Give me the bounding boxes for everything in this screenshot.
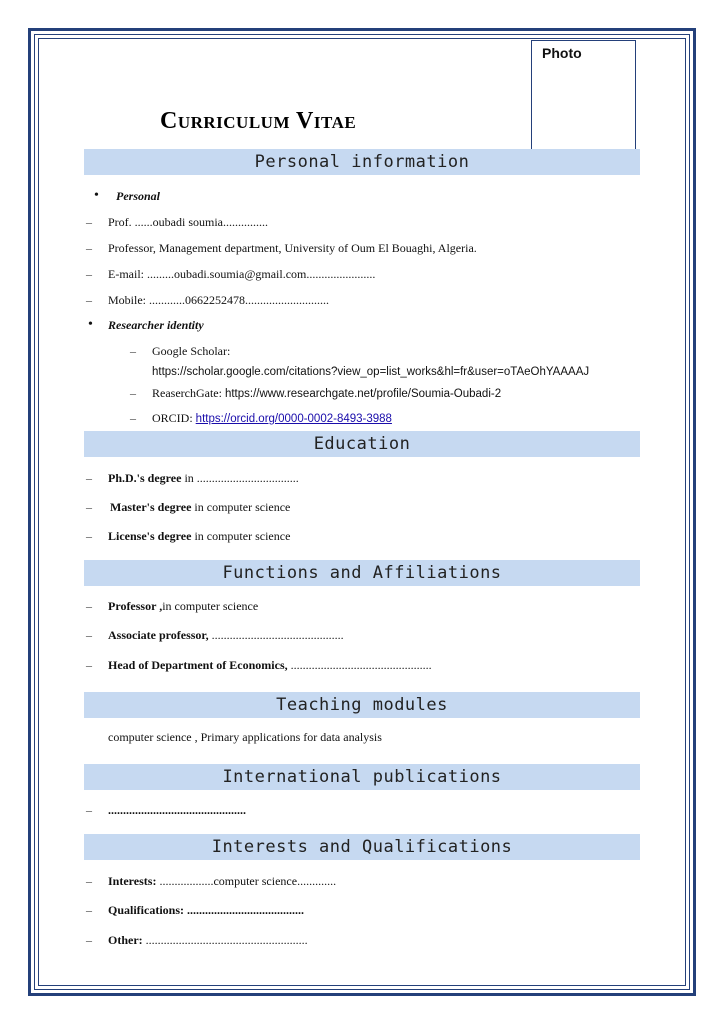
function-detail: ............................................... [287,658,432,672]
education-field: in .................................. [181,471,299,485]
education-degree: Ph.D.'s degree [108,471,182,485]
dash-icon: – [86,529,92,543]
dash-icon: – [86,903,92,917]
photo-box [531,40,636,150]
interest-label: Qualifications: ....................................... [108,903,305,917]
photo-label: Photo [542,45,582,61]
publications-text: .............................................. [108,803,246,817]
education-degree: Master's degree [110,500,192,514]
dash-icon: – [86,241,92,255]
dash-icon: – [86,599,92,613]
dash-icon: – [86,500,92,514]
dash-icon: – [130,411,136,425]
section-interests: Interests and Qualifications [84,834,640,860]
dash-icon: – [86,215,92,229]
function-item [108,658,432,673]
email-line: E-mail: .........oubadi.soumia@gmail.com....................... [108,267,376,281]
orcid-line [152,411,392,427]
education-item [110,500,290,515]
bullet-icon: • [94,188,99,203]
education-item [108,471,299,486]
interest-label: Interests: [108,874,157,888]
education-item [108,529,290,544]
teaching-text: computer science , Primary applications for data analysis [108,730,382,744]
dash-icon: – [86,803,92,817]
education-degree: License's degree [108,529,192,543]
dash-icon: – [130,386,136,400]
researcher-heading: Researcher identity [108,318,204,332]
section-personal-information: Personal information [84,149,640,175]
function-title: Professor , [108,599,163,613]
dash-icon: – [86,471,92,485]
dash-icon: – [86,267,92,281]
dash-icon: – [130,344,136,358]
education-field: in computer science [191,529,291,543]
function-detail: in computer science [162,599,259,613]
personal-heading: Personal [116,189,161,203]
interest-item [108,933,308,948]
orcid-link[interactable]: https://orcid.org/0000-0002-8493-3988 [195,413,392,425]
dash-icon: – [86,933,92,947]
section-functions: Functions and Affiliations [84,560,640,586]
interest-value: ..................computer science............. [156,874,337,888]
researchgate-label: ReaserchGate: [152,386,222,400]
bullet-icon: • [88,317,93,332]
scholar-label: Google Scholar: [152,344,231,358]
education-field: in computer science [191,500,291,514]
mobile-line: Mobile: ............0662252478............................ [108,293,329,307]
interest-value: ...................................................... [142,933,308,947]
section-education: Education [84,431,640,457]
researchgate-line [152,386,501,402]
name-line: Prof. ......oubadi soumia............... [108,215,268,229]
position-line: Professor, Management department, University of Oum El Bouaghi, Algeria. [108,241,477,255]
function-item [108,599,258,614]
section-publications: International publications [84,764,640,790]
dash-icon: – [86,628,92,642]
function-detail: ............................................ [208,628,344,642]
function-title: Associate professor, [108,628,209,642]
dash-icon: – [86,874,92,888]
function-item [108,628,344,643]
scholar-url[interactable]: https://scholar.google.com/citations?view_op=list_works&hl=fr&user=oTAeOhYAAAAJ [152,366,590,378]
section-teaching: Teaching modules [84,692,640,718]
interest-label: Other: [108,933,143,947]
dash-icon: – [86,658,92,672]
interest-item [108,874,336,889]
function-title: Head of Department of Economics, [108,658,288,672]
interest-item [108,903,304,918]
page-title: Curriculum Vitae [160,108,357,134]
researchgate-url[interactable]: https://www.researchgate.net/profile/Soumia-Oubadi-2 [224,388,502,400]
orcid-label: ORCID: [152,411,193,425]
dash-icon: – [86,293,92,307]
